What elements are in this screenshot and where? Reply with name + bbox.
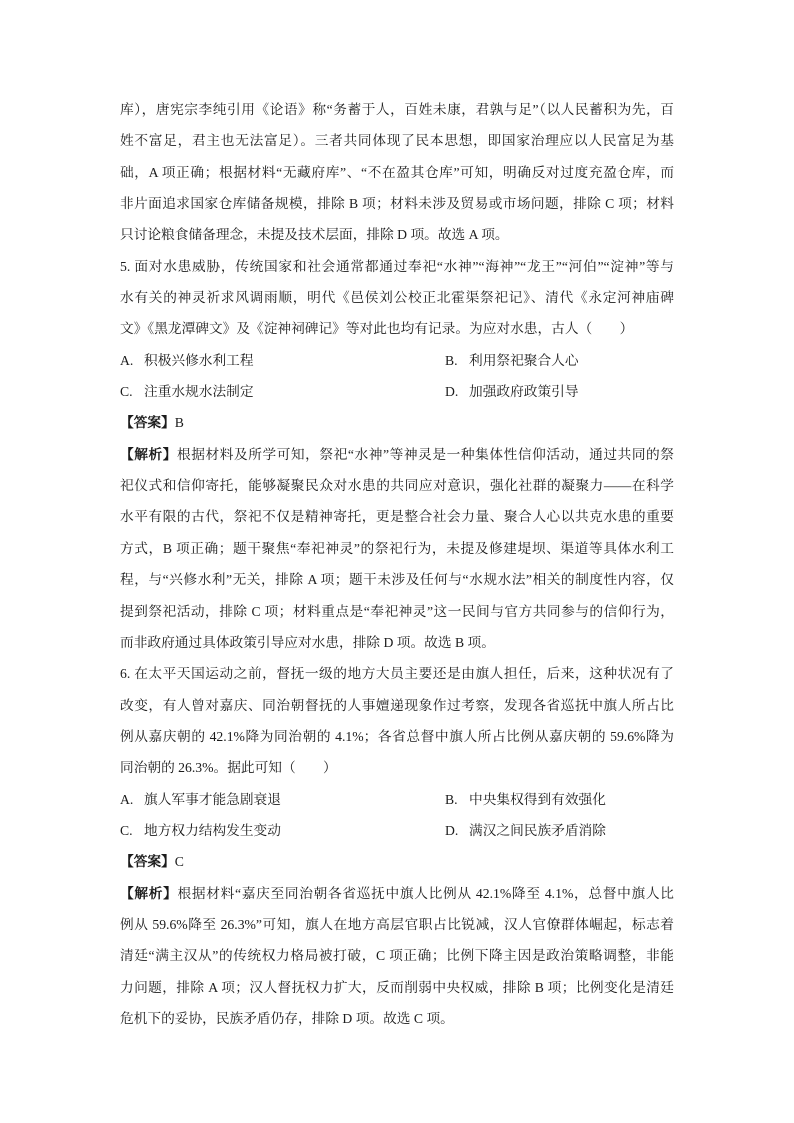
option-a (120, 345, 254, 376)
analysis-line (120, 439, 674, 470)
option-text: 满汉之间民族矛盾消除 (469, 822, 606, 838)
options-row (120, 784, 674, 815)
option-text: 加强政府政策引导 (469, 384, 579, 400)
question-stem-line: 6. 在太平天国运动之前，督抚一级的地方大员主要还是由旗人担任，后来，这种状况有了 (120, 666, 674, 682)
analysis-line: 力问题，排除 A 项；汉人督抚权力扩大，反而削弱中央权威，排除 B 项；比例变化是清廷 (120, 979, 674, 995)
analysis-text: 根据材料及所学可知，祭祀“水神”等神灵是一种集体性信仰活动，通过共同的祭 (176, 446, 674, 462)
analysis-line: 程，与“兴修水利”无关，排除 A 项；题干未涉及任何与“水规水法”相关的制度性内容，仅 (120, 572, 674, 588)
analysis-label: 【解析】 (120, 885, 178, 901)
analysis-line: 水平有限的古代，祭祀不仅是精神寄托，更是整合社会力量、聚合人心以共克水患的重要 (120, 509, 674, 525)
prev-analysis (120, 94, 674, 251)
option-text: 注重水规水法制定 (144, 384, 254, 400)
option-label: B. (445, 352, 458, 368)
page-content (120, 94, 674, 1034)
text-line: 库），唐宪宗李纯引用《论语》称“务蓄于人，百姓未康，君孰与足”（以人民蓄积为先，百 (120, 102, 674, 117)
option-text: 地方权力结构发生变动 (144, 822, 281, 838)
answer-line (120, 846, 674, 877)
option-label: D. (445, 822, 459, 838)
option-label: D. (445, 384, 459, 400)
question-5 (120, 251, 674, 658)
answer-line (120, 407, 674, 438)
answer-label: 【答案】 (120, 415, 175, 431)
option-d (445, 815, 606, 846)
question-stem-line: 例从嘉庆朝的 42.1%降为同治朝的 4.1%；各省总督中旗人所占比例从嘉庆朝的 59.6%降为 (120, 728, 674, 744)
analysis-line: 危机下的妥协，民族矛盾仍存，排除 D 项。故选 C 项。 (120, 1010, 454, 1026)
text-line: 姓不富足，君主也无法富足）。三者共同体现了民本思想，即国家治理应以人民富足为基 (120, 133, 674, 149)
option-d (445, 376, 579, 407)
answer-value: B (174, 415, 184, 431)
answer-label: 【答案】 (120, 854, 175, 870)
analysis-line (120, 878, 674, 909)
question-stem-line: 文》《黑龙潭碑文》及《淀神祠碑记》等对此也均有记录。为应对水患，古人（ ） (120, 321, 634, 337)
analysis-line: 提到祭祀活动，排除 C 项；材料重点是“奉祀神灵”这一民间与官方共同参与的信仰行为， (120, 603, 674, 619)
option-text: 中央集权得到有效强化 (469, 791, 606, 807)
question-stem-line: 5. 面对水患威胁，传统国家和社会通常都通过奉祀“水神”“海神”“龙王”“河伯”“淀神”等与 (120, 258, 674, 274)
analysis-line: 而非政府通过具体政策引导应对水患，排除 D 项。故选 B 项。 (120, 634, 495, 650)
options-row (120, 815, 674, 846)
option-b (445, 345, 579, 376)
option-label: A. (120, 791, 134, 807)
option-b (445, 784, 606, 815)
analysis-text: 根据材料“嘉庆至同治朝各省巡抚中旗人比例从 42.1%降至 4.1%，总督中旗人比 (177, 885, 674, 901)
question-stem-line: 同治朝的 26.3%。据此可知（ ） (120, 760, 337, 776)
question-stem-line: 改变，有人曾对嘉庆、同治朝督抚的人事嬗递现象作过考察，发现各省巡抚中旗人所占比 (120, 697, 674, 713)
analysis-line: 方式，B 项正确；题干聚焦“奉祀神灵”的祭祀行为，未提及修建堤坝、渠道等具体水利工 (120, 540, 674, 556)
option-text: 利用祭祀聚合人心 (469, 352, 579, 368)
options-row (120, 376, 674, 407)
text-line: 只讨论粮食储备理念，未提及技术层面，排除 D 项。故选 A 项。 (120, 227, 509, 243)
text-line: 础，A 项正确；根据材料“无藏府库”、“不在盈其仓库”可知，明确反对过度充盈仓库，而 (120, 164, 674, 180)
option-text: 旗人军事才能急剧衰退 (144, 791, 281, 807)
option-c (120, 815, 281, 846)
option-text: 积极兴修水利工程 (144, 352, 254, 368)
analysis-line: 例从 59.6%降至 26.3%”可知，旗人在地方高层官职占比锐减，汉人官僚群体崛起，标志着 (120, 916, 674, 932)
option-label: C. (120, 822, 133, 838)
answer-value: C (174, 854, 184, 870)
option-label: A. (120, 352, 134, 368)
option-label: B. (445, 791, 458, 807)
text-line: 非片面追求国家仓库储备规模，排除 B 项；材料未涉及贸易或市场问题，排除 C 项；材料 (120, 196, 674, 212)
option-label: C. (120, 384, 133, 400)
analysis-label: 【解析】 (120, 446, 177, 462)
option-c (120, 376, 254, 407)
question-6 (120, 658, 674, 1034)
analysis-line: 清廷“满主汉从”的传统权力格局被打破，C 项正确；比例下降主因是政治策略调整，非能 (120, 948, 674, 964)
option-a (120, 784, 281, 815)
analysis-line: 祀仪式和信仰寄托，能够凝聚民众对水患的共同应对意识，强化社群的凝聚力——在科学 (120, 478, 674, 494)
question-stem-line: 水有关的神灵祈求风调雨顺，明代《邑侯刘公校正北霍渠祭祀记》、清代《永定河神庙碑 (120, 290, 674, 306)
options-row (120, 345, 674, 376)
